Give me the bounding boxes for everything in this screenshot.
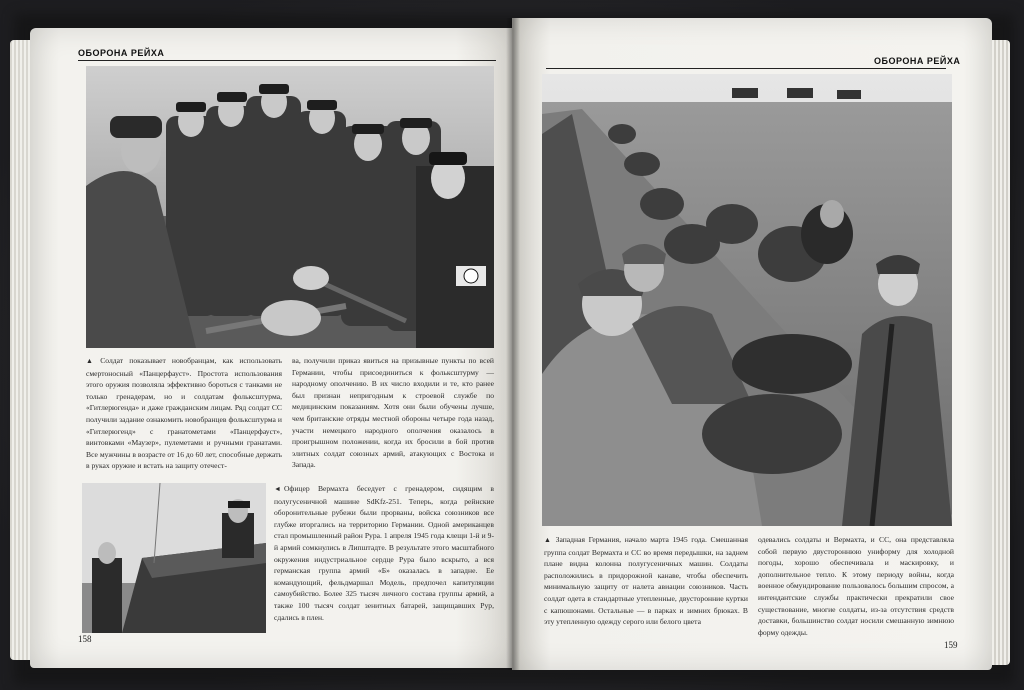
caption-bottom: [274, 483, 494, 623]
header-rule-right: [546, 68, 946, 69]
caption-top-text: Солдат показывает новобранцам, как использовать смертоносный «Панцерфауст». Простота использования этого оружия позволяла эффективно бороться с танками не только гренадерам, но и солдатам фольксштурма, «Гитлерюгенда» и даже гражданским лицам. Ряд солдат СС получили задание ознакомить новобранцев фольксштурма и «Гитлерюгенд» с гранатометами «Панцерфауст», винтовками «Маузер», пулеметами и ручными гранатами. Все мужчины в возрасте от 16 до 60 лет, способные держать в руках оружие и встать на защиту отечест-: [86, 356, 282, 471]
page-number-right: 159: [944, 640, 958, 650]
photo-soldiers-panzerfaust: [86, 66, 494, 348]
caption-marker-icon: ▲: [86, 357, 98, 365]
caption-bottom-text: Офицер Вермахта беседует с гренадером, сидящим в полугусеничной машине SdKfz-251. Теперь, когда рейнские оборонительные рубежи были прорваны, войска союзников все глубже вторгались на территорию Германии. Одной американцев стал промышленный район Рура. 1 апреля 1945 года клещи 1-й и 9-й армий сомкнулись в Липштадте. В результате этого масштабного окружения индустриальное сердце Рура было вскрыто, а вся германская группа армий «Б» оказалась в западне. Ее командующий, фельдмаршал Модель, предпочел капитуляции самоубийство. Более 325 тысяч личного состава группы армий, а также 100 тысяч солдат зенитных батарей, защищавших Рур, сдались в плен.: [274, 484, 494, 622]
caption-right-col2-text: одевались солдаты и Вермахта, и СС, она представляла собой первую двустороннюю униформу для холодной погоды, хорошо обеспечивала и маскировку, и дополнительное тепло. К этому периоду войны, когда военное обмундирование пользовалось большим спросом, а интендантские службы практически прекратили свое существование, многие солдаты, из-за отсутствия средств доставки, большинство солдат носили смешанную зимнюю форму одежды.: [758, 535, 954, 637]
caption-marker-left-icon: ◄: [274, 485, 281, 493]
running-head-right: ОБОРОНА РЕЙХА: [874, 56, 961, 66]
left-page: [30, 28, 514, 668]
book-spine: [506, 18, 520, 670]
header-rule-left: [78, 60, 496, 61]
caption-top-col2: [292, 355, 494, 471]
caption-marker-right-icon: ▲: [544, 536, 553, 544]
photo-soldiers-ditch: [542, 74, 952, 526]
running-head-left: ОБОРОНА РЕЙХА: [78, 48, 165, 58]
caption-right-col1: [544, 534, 748, 628]
caption-right-col1-text: Западная Германия, начало марта 1945 года. Смешанная группа солдат Вермахта и СС во время передышки, на заднем плане видна колонна полугусеничных машин. Солдаты расположились в придорожной канаве, чтобы обеспечить минимальную защиту от налета авиации союзников. Часть солдат одета в стандартные утепленные, двусторонние куртки с капюшонами. Остальные — в парках и зимних брюках. В эту утепленную одежду серого или белого цвета: [544, 535, 749, 627]
caption-top-col1: [86, 355, 282, 472]
right-page: [512, 18, 992, 670]
caption-right-col2: [758, 534, 954, 638]
caption-top-cont-text: ва, получили приказ явиться на призывные пункты по всей Германии, чтобы присоединиться к фольксштурму — народному ополчению. В их число входили и те, кто ранее был признан непригодным к строевой службе по медицинским показаниям. Хотя они были обучены лучше, чем британские отряды местной обороны четыре года назад, участи немецкого народного ополчения оказалось в проигрышном положении, когда их бросили в бой против элитных солдат союзных армий, атакующих с Востока и Запада.: [292, 356, 494, 470]
page-number-left: 158: [78, 634, 92, 644]
photo-officer-halftrack: [82, 483, 266, 633]
